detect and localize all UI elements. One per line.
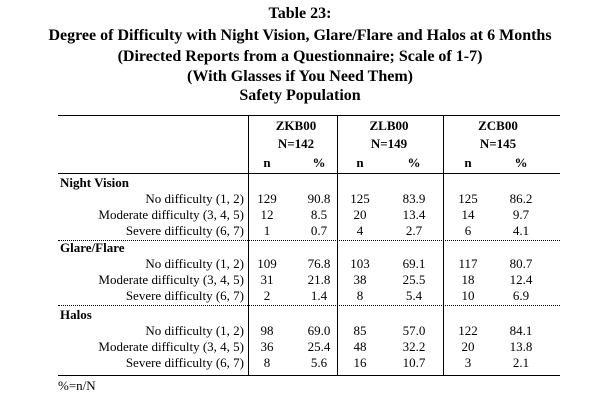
table-cell: 10.7 [402, 355, 426, 370]
column-divider [443, 115, 444, 376]
table-cell: 13.8 [509, 339, 533, 354]
table-cell: 57.0 [402, 323, 426, 338]
row-label: Severe difficulty (6, 7) [125, 288, 244, 303]
section-divider [58, 305, 560, 306]
table-cell: 8.5 [310, 207, 328, 222]
table-cell: 16 [353, 355, 367, 370]
table-cell: 76.8 [307, 256, 331, 271]
table-cell: 12.4 [509, 272, 533, 287]
section-label: Glare/Flare [60, 240, 125, 255]
section-label: Night Vision [60, 175, 129, 190]
table-cell: 85 [353, 323, 367, 338]
table-subheading: (Directed Reports from a Questionnaire; Scale of 1-7) [117, 48, 483, 65]
table-header-rule [58, 173, 560, 174]
table-cell: 86.2 [509, 191, 533, 206]
table-cell: 69.1 [402, 256, 426, 271]
table-cell: 9.7 [512, 207, 530, 222]
col-pct-header: % [407, 155, 421, 170]
row-label: Severe difficulty (6, 7) [125, 223, 244, 238]
col-n-header: n [263, 155, 271, 170]
table-title: Table 23: [268, 5, 332, 22]
table-cell: 80.7 [509, 256, 533, 271]
table-cell: 20 [353, 207, 367, 222]
table-cell: 5.4 [405, 288, 423, 303]
table-cell: 125 [458, 191, 478, 206]
group-name: ZCB00 [478, 118, 518, 133]
table-cell: 69.0 [307, 323, 331, 338]
table-cell: 21.8 [307, 272, 331, 287]
section-label: Halos [60, 307, 92, 322]
table-cell: 31 [260, 272, 274, 287]
table-cell: 25.4 [307, 339, 331, 354]
table-cell: 48 [353, 339, 367, 354]
row-label: No difficulty (1, 2) [145, 191, 244, 206]
footnote: %=n/N [58, 378, 96, 393]
table-cell: 4 [356, 223, 364, 238]
row-label: Moderate difficulty (3, 4, 5) [98, 272, 244, 287]
table-cell: 1.4 [310, 288, 328, 303]
table-cell: 4.1 [512, 223, 530, 238]
table-cell: 20 [461, 339, 475, 354]
table-cell: 84.1 [509, 323, 533, 338]
section-divider [58, 240, 560, 241]
group-n: N=142 [277, 136, 315, 151]
table-cell: 10 [461, 288, 475, 303]
row-label: No difficulty (1, 2) [145, 256, 244, 271]
table-cell: 38 [353, 272, 367, 287]
table-cell: 98 [260, 323, 274, 338]
table-cell: 13.4 [402, 207, 426, 222]
table-top-rule [58, 115, 560, 116]
row-label: Moderate difficulty (3, 4, 5) [98, 207, 244, 222]
table-bottom-rule [58, 375, 560, 376]
table-cell: 129 [257, 191, 277, 206]
group-name: ZLB00 [369, 118, 409, 133]
table-cell: 90.8 [307, 191, 331, 206]
table-cell: 2.7 [405, 223, 423, 238]
row-label: Moderate difficulty (3, 4, 5) [98, 339, 244, 354]
table-cell: 12 [260, 207, 274, 222]
group-n: N=149 [370, 136, 408, 151]
table-cell: 18 [461, 272, 475, 287]
table-cell: 2.1 [512, 355, 530, 370]
table-heading: Degree of Difficulty with Night Vision, Glare/Flare and Halos at 6 Months [48, 27, 552, 44]
col-n-header: n [464, 155, 472, 170]
col-n-header: n [356, 155, 364, 170]
table-cell: 3 [464, 355, 472, 370]
table-cell: 83.9 [402, 191, 426, 206]
table-subheading-glasses: (With Glasses if You Need Them) [187, 68, 413, 85]
table-cell: 14 [461, 207, 475, 222]
table-cell: 6 [464, 223, 472, 238]
table-cell: 109 [257, 256, 277, 271]
table-cell: 0.7 [310, 223, 328, 238]
table-cell: 1 [263, 223, 271, 238]
col-pct-header: % [312, 155, 326, 170]
group-name: ZKB00 [275, 118, 317, 133]
population-label: Safety Population [239, 87, 361, 104]
table-cell: 6.9 [512, 288, 530, 303]
table-cell: 122 [458, 323, 478, 338]
table-cell: 8 [356, 288, 364, 303]
table-cell: 125 [350, 191, 370, 206]
table-cell: 2 [263, 288, 271, 303]
table-cell: 117 [458, 256, 478, 271]
table-cell: 25.5 [402, 272, 426, 287]
group-n: N=145 [479, 136, 517, 151]
table-cell: 5.6 [310, 355, 328, 370]
table-cell: 32.2 [402, 339, 426, 354]
table-cell: 103 [350, 256, 370, 271]
col-pct-header: % [514, 155, 528, 170]
table-cell: 36 [260, 339, 274, 354]
row-label: Severe difficulty (6, 7) [125, 355, 244, 370]
row-label: No difficulty (1, 2) [145, 323, 244, 338]
table-cell: 8 [263, 355, 271, 370]
